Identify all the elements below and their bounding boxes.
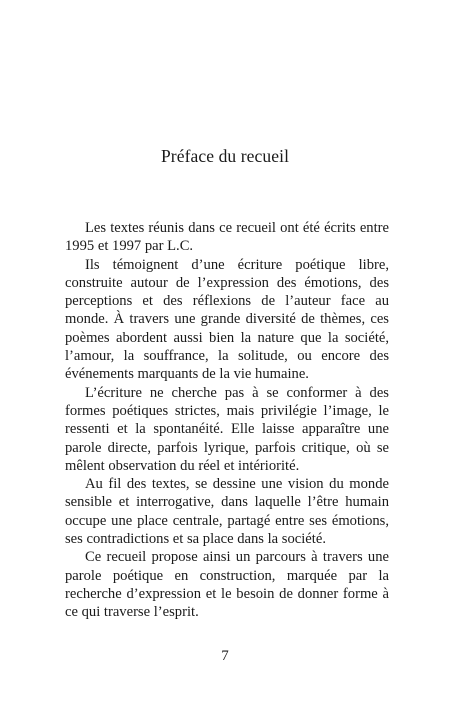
paragraph-5: Ce recueil propose ainsi un parcours à travers une parole poétique en construction, marquée par la recherche d’expression et le besoin de donner forme à ce qui traverse l’esprit.	[65, 549, 389, 621]
paragraph-2: Ils témoignent d’une écriture poétique libre, construite autour de l’expression des émotions, des perceptions et des réflexions de l’auteur face au monde. À travers une grande diversité de thèmes, ces poèmes abordent aussi bien la nature que la société, l’amour, la souffrance, la solitude, ou encore des événements marquants de la vie humaine.	[65, 256, 389, 383]
paragraph-1: Les textes réunis dans ce recueil ont été écrits entre 1995 et 1997 par L.C.	[65, 220, 389, 255]
preface-body	[65, 219, 389, 622]
paragraph-3: L’écriture ne cherche pas à se conformer à des formes poétiques strictes, mais privilégie l’image, le ressenti et la spontanéité. Elle laisse apparaître une parole directe, parfois lyrique, parfois critique, où se mêlent observation du réel et intériorité.	[65, 384, 389, 474]
page-number: 7	[221, 648, 229, 664]
paragraph-4: Au fil des textes, se dessine une vision du monde sensible et interrogative, dans laquelle l’être humain occupe une place centrale, partagé entre ses émotions, ses contradictions et sa place dans la société.	[65, 476, 389, 548]
page-title: Préface du recueil	[160, 146, 290, 166]
